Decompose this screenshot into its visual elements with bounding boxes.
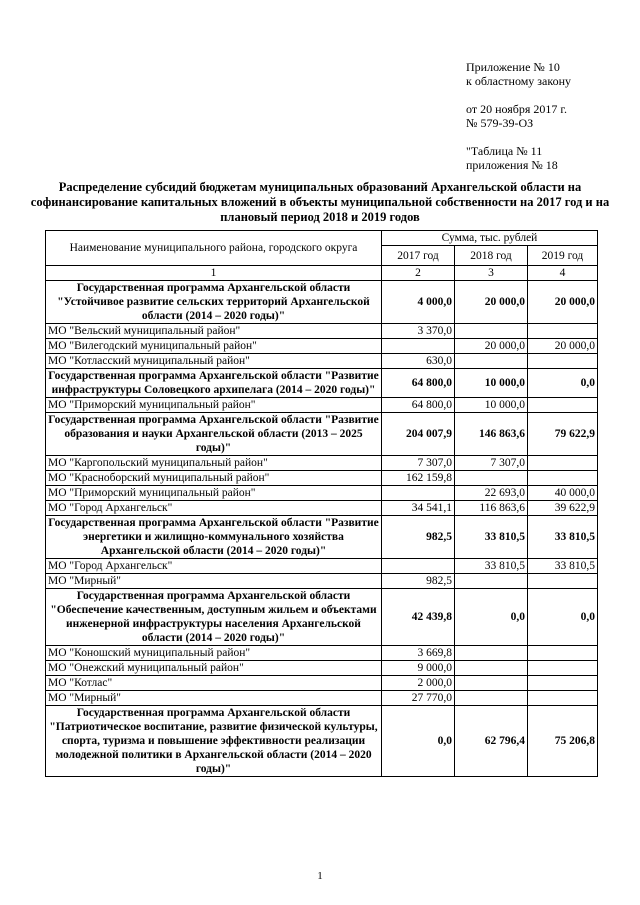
amount-cell-2018: 116 863,6 <box>455 501 528 516</box>
amount-cell-2017: 0,0 <box>382 706 455 777</box>
program-row <box>46 369 598 398</box>
municipality-name: МО "Коношский муниципальный район" <box>46 646 382 661</box>
amount-cell-2018: 10 000,0 <box>455 369 528 398</box>
amount-cell-2018: 7 307,0 <box>455 456 528 471</box>
municipality-name: МО "Котлас" <box>46 676 382 691</box>
amount-cell-2017: 7 307,0 <box>382 456 455 471</box>
document-title: Распределение субсидий бюджетам муниципальных образований Архангельской области на софинансирование капитальных вложений в объекты муниципальной собственности на 2017 год и на плановый период 2018 и 2019 годов <box>30 180 610 224</box>
program-row <box>46 281 598 324</box>
amount-cell-2018: 62 796,4 <box>455 706 528 777</box>
amount-cell-2018: 146 863,6 <box>455 413 528 456</box>
column-header-sum: Сумма, тыс. рублей <box>382 231 598 246</box>
amount-cell-2018: 20 000,0 <box>455 281 528 324</box>
amount-cell-2017: 9 000,0 <box>382 661 455 676</box>
amount-cell-2018 <box>455 691 528 706</box>
amount-cell-2017: 3 669,8 <box>382 646 455 661</box>
municipality-row <box>46 676 598 691</box>
amount-cell-2019: 33 810,5 <box>528 516 598 559</box>
column-header-name: Наименование муниципального района, городского округа <box>46 231 382 266</box>
amount-cell-2018: 33 810,5 <box>455 516 528 559</box>
municipality-row <box>46 501 598 516</box>
amount-cell-2019: 0,0 <box>528 369 598 398</box>
amount-cell-2017: 982,5 <box>382 574 455 589</box>
amount-cell-2018 <box>455 676 528 691</box>
column-header-2018: 2018 год <box>455 246 528 266</box>
municipality-row <box>46 559 598 574</box>
municipality-row <box>46 471 598 486</box>
program-name: Государственная программа Архангельской области "Устойчивое развитие сельских территорий Архангельской области (2014 – 2020 годы)" <box>46 281 382 324</box>
appendix-line-2: к областному закону <box>466 74 572 88</box>
amount-cell-2018 <box>455 661 528 676</box>
amount-cell-2017: 64 800,0 <box>382 369 455 398</box>
amount-cell-2018 <box>455 574 528 589</box>
program-row <box>46 516 598 559</box>
municipality-row <box>46 486 598 501</box>
municipality-name: МО "Красноборский муниципальный район" <box>46 471 382 486</box>
amount-cell-2019: 79 622,9 <box>528 413 598 456</box>
amount-cell-2018 <box>455 354 528 369</box>
column-header-2017: 2017 год <box>382 246 455 266</box>
amount-cell-2018: 20 000,0 <box>455 339 528 354</box>
appendix-line-6: приложения № 18 <box>466 158 558 172</box>
column-number: 2 <box>382 266 455 281</box>
municipality-name: МО "Котласский муниципальный район" <box>46 354 382 369</box>
municipality-name: МО "Приморский муниципальный район" <box>46 398 382 413</box>
municipality-row <box>46 339 598 354</box>
program-name: Государственная программа Архангельской области "Патриотическое воспитание, развитие физической культуры, спорта, туризма и повышение эффективности реализации молодежной политики в Архангельской области (2014 – 2020 годы)" <box>46 706 382 777</box>
amount-cell-2019: 0,0 <box>528 589 598 646</box>
amount-cell-2018: 33 810,5 <box>455 559 528 574</box>
municipality-row <box>46 646 598 661</box>
municipality-name: МО "Вилегодский муниципальный район" <box>46 339 382 354</box>
municipality-name: МО "Мирный" <box>46 691 382 706</box>
amount-cell-2019 <box>528 661 598 676</box>
amount-cell-2017: 630,0 <box>382 354 455 369</box>
amount-cell-2017: 4 000,0 <box>382 281 455 324</box>
amount-cell-2019 <box>528 398 598 413</box>
page-number: 1 <box>317 870 323 882</box>
amount-cell-2017 <box>382 339 455 354</box>
amount-cell-2018 <box>455 646 528 661</box>
amount-cell-2019 <box>528 456 598 471</box>
subsidy-table <box>45 230 598 777</box>
amount-cell-2018 <box>455 324 528 339</box>
amount-cell-2017: 162 159,8 <box>382 471 455 486</box>
program-row <box>46 413 598 456</box>
table-body <box>46 281 598 777</box>
column-header-2019: 2019 год <box>528 246 598 266</box>
amount-cell-2019: 33 810,5 <box>528 559 598 574</box>
amount-cell-2019 <box>528 354 598 369</box>
municipality-name: МО "Мирный" <box>46 574 382 589</box>
amount-cell-2019 <box>528 676 598 691</box>
municipality-name: МО "Приморский муниципальный район" <box>46 486 382 501</box>
municipality-row <box>46 398 598 413</box>
appendix-line-5: "Таблица № 11 <box>466 144 543 158</box>
program-row <box>46 589 598 646</box>
amount-cell-2019 <box>528 691 598 706</box>
amount-cell-2019: 20 000,0 <box>528 339 598 354</box>
program-name: Государственная программа Архангельской области "Развитие образования и науки Архангельской области (2013 – 2025 годы)" <box>46 413 382 456</box>
municipality-name: МО "Город Архангельск" <box>46 501 382 516</box>
amount-cell-2018: 22 693,0 <box>455 486 528 501</box>
appendix-line-3: от 20 ноября 2017 г. <box>466 102 567 116</box>
program-row <box>46 706 598 777</box>
amount-cell-2019: 75 206,8 <box>528 706 598 777</box>
amount-cell-2017: 204 007,9 <box>382 413 455 456</box>
municipality-name: МО "Каргопольский муниципальный район" <box>46 456 382 471</box>
amount-cell-2017: 34 541,1 <box>382 501 455 516</box>
amount-cell-2017 <box>382 486 455 501</box>
amount-cell-2018 <box>455 471 528 486</box>
column-number: 4 <box>528 266 598 281</box>
program-name: Государственная программа Архангельской области "Развитие инфраструктуры Соловецкого архипелага (2014 – 2020 годы)" <box>46 369 382 398</box>
amount-cell-2017: 982,5 <box>382 516 455 559</box>
amount-cell-2018: 10 000,0 <box>455 398 528 413</box>
amount-cell-2018: 0,0 <box>455 589 528 646</box>
amount-cell-2017: 27 770,0 <box>382 691 455 706</box>
municipality-row <box>46 456 598 471</box>
amount-cell-2017: 64 800,0 <box>382 398 455 413</box>
amount-cell-2017: 2 000,0 <box>382 676 455 691</box>
municipality-name: МО "Город Архангельск" <box>46 559 382 574</box>
amount-cell-2019 <box>528 574 598 589</box>
column-number: 3 <box>455 266 528 281</box>
amount-cell-2017: 3 370,0 <box>382 324 455 339</box>
municipality-name: МО "Вельский муниципальный район" <box>46 324 382 339</box>
amount-cell-2019 <box>528 646 598 661</box>
appendix-block <box>466 60 571 172</box>
municipality-row <box>46 354 598 369</box>
appendix-line-1: Приложение № 10 <box>466 60 560 74</box>
municipality-row <box>46 324 598 339</box>
municipality-name: МО "Онежский муниципальный район" <box>46 661 382 676</box>
appendix-line-4: № 579-39-ОЗ <box>466 116 534 130</box>
municipality-row <box>46 661 598 676</box>
program-name: Государственная программа Архангельской области "Обеспечение качественным, доступным жильем и объектами инженерной инфраструктуры населения Архангельской области (2014 – 2020 годы)" <box>46 589 382 646</box>
program-name: Государственная программа Архангельской области "Развитие энергетики и жилищно-коммунального хозяйства Архангельской области (2014 – 2020 годы)" <box>46 516 382 559</box>
amount-cell-2019: 40 000,0 <box>528 486 598 501</box>
municipality-row <box>46 691 598 706</box>
municipality-row <box>46 574 598 589</box>
amount-cell-2019 <box>528 324 598 339</box>
amount-cell-2019: 39 622,9 <box>528 501 598 516</box>
amount-cell-2017: 42 439,8 <box>382 589 455 646</box>
amount-cell-2019: 20 000,0 <box>528 281 598 324</box>
amount-cell-2019 <box>528 471 598 486</box>
amount-cell-2017 <box>382 559 455 574</box>
column-number: 1 <box>46 266 382 281</box>
